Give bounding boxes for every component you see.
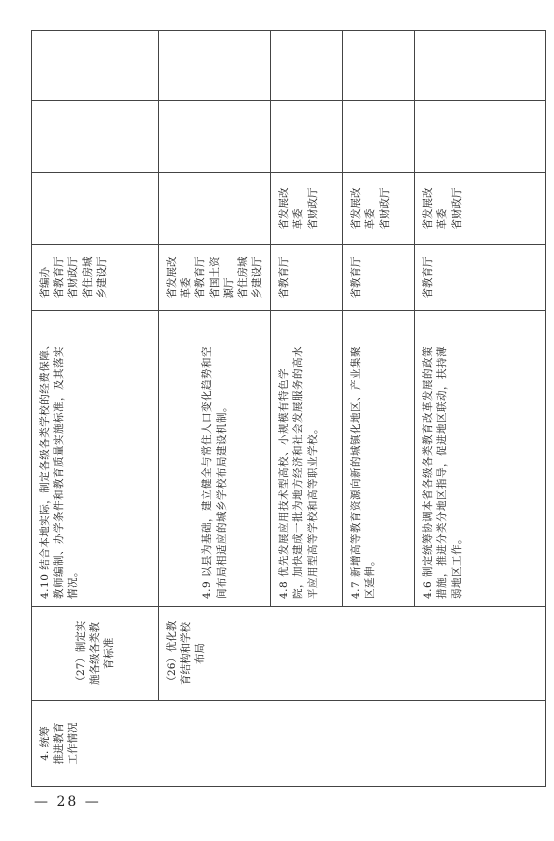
blank-cell [32, 101, 159, 173]
support-dept-cell [32, 173, 159, 245]
lead-dept-cell [271, 245, 343, 311]
lead-dept-cell [343, 245, 415, 311]
table-row [159, 31, 271, 787]
lead-dept-cell: 省编办 省教育厅 省财政厅 省住房城 乡建设厅 [32, 245, 159, 311]
support-dept-cell: 省发展改 革委 省财政厅 [343, 173, 415, 245]
task-content-cell: 4.6 制定统筹协调本省各级各类教育改革发展的政策 措施，推进分类分地区指导，促进地区联动，扶持薄 弱地区工作。 [415, 311, 546, 607]
group-cell: （26）优化教 育结构和学校 布局 [159, 607, 546, 701]
task-content-cell: 4.9 以县为基础，建立健全与常住人口变化趋势和空 间布局相适应的城乡学校布局建设机制。 [159, 311, 271, 607]
page-number: — 28 — [34, 794, 101, 810]
task-content-cell: 4.8 优先发展应用技术型高校、小规模有特色学 院，加快建成一批为地方经济和社会发展服务的高水 平应用型高等学校和高等职业学校。 [271, 311, 343, 607]
section-cell [32, 701, 546, 787]
task-content-cell: 4.7 新增高等教育资源向新的城镇化地区、产业集聚 区延伸。 [343, 311, 415, 607]
task-content-cell: 4.10 结合本地实际，制定各级各类学校的经费保障、 教师编制、办学条件和教育质量实施标准，及其落实 情况。 [32, 311, 159, 607]
blank-cell [159, 101, 271, 173]
section-label-line-2: 推进教育 [53, 722, 66, 765]
support-dept-cell: 省发展改 革委 省财政厅 [415, 173, 546, 245]
support-dept-cell: 省发展改 革委 省财政厅 [271, 173, 343, 245]
blank-cell [343, 31, 415, 101]
blank-cell [271, 101, 343, 173]
blank-cell [343, 101, 415, 173]
lead-dept-cell [415, 245, 546, 311]
rotated-table-container [31, 31, 528, 787]
blank-cell [271, 31, 343, 101]
group-cell: （27）制定实 施各级各类教 育标准 [32, 607, 159, 701]
table-row [32, 31, 159, 787]
lead-dept: 省教育厅 [422, 256, 435, 299]
lead-dept: 省教育厅 [278, 256, 291, 299]
blank-cell [415, 31, 546, 101]
section-label-line-3: 工作情况 [67, 722, 80, 765]
blank-cell [32, 31, 159, 101]
task-table [31, 30, 546, 787]
section-label-line-1: 4. 统筹 [39, 726, 51, 761]
lead-dept: 省教育厅 [350, 256, 363, 299]
blank-cell [415, 101, 546, 173]
lead-dept-cell: 省发展改 革委 省教育厅 省国土资 源厅 省住房城 乡建设厅 [159, 245, 271, 311]
support-dept-cell [159, 173, 271, 245]
blank-cell [159, 31, 271, 101]
